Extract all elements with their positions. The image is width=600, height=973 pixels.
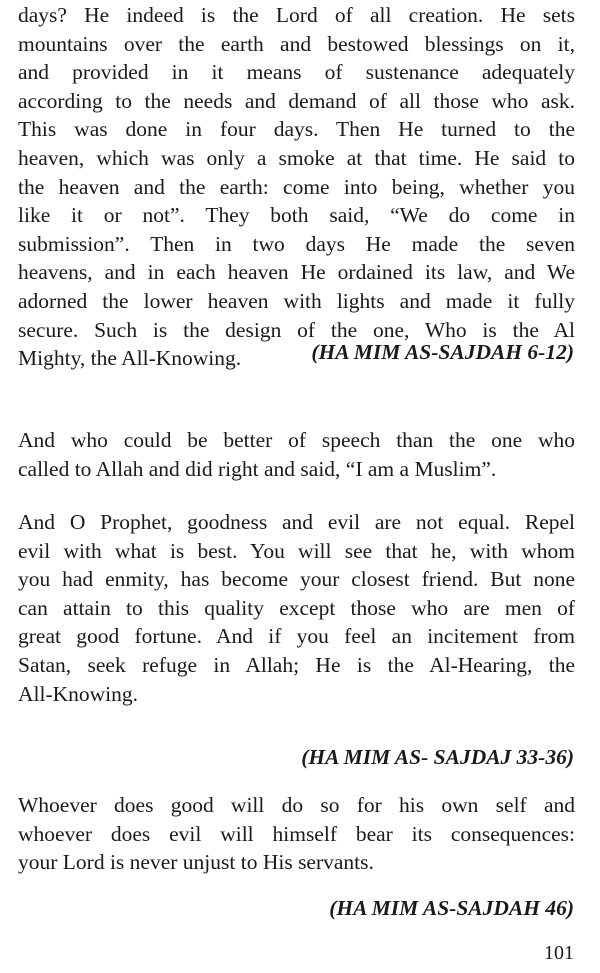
text-line: All-Knowing. bbox=[18, 681, 139, 706]
text-line: adorned the lower heaven with lights and made it fully bbox=[18, 288, 575, 313]
text-line: heaven, which was only a smoke at that time. He said to bbox=[18, 145, 575, 170]
text-line: Satan, seek refuge in Allah; He is the Al-Hearing, the bbox=[18, 652, 575, 677]
citation-1: (HA MIM AS-SAJDAH 6-12) bbox=[311, 340, 574, 364]
text-line: submission”. Then in two days He made the seven bbox=[18, 231, 575, 256]
citation-2: (HA MIM AS- SAJDAJ 33-36) bbox=[301, 745, 574, 769]
text-line: And who could be better of speech than the one who bbox=[18, 428, 575, 452]
text-line: Whoever does good will do so for his own self and bbox=[18, 793, 575, 817]
paragraph-2 bbox=[18, 426, 575, 483]
text-line: and provided in it means of sustenance adequately bbox=[18, 60, 575, 85]
text-line: according to the needs and demand of all those who ask. bbox=[18, 88, 575, 113]
text-line: your Lord is never unjust to His servants. bbox=[18, 850, 374, 875]
text-line: great good fortune. And if you feel an incitement from bbox=[18, 624, 575, 649]
text-line: evil with what is best. You will see that he, with whom bbox=[18, 538, 575, 563]
text-line: Mighty, the All-Knowing. bbox=[18, 346, 242, 371]
text-line: And O Prophet, goodness and evil are not equal. Repel bbox=[18, 510, 575, 534]
page-number: 101 bbox=[544, 942, 574, 964]
text-line: the heaven and the earth: come into being, whether you bbox=[18, 174, 575, 199]
citation-3: (HA MIM AS-SAJDAH 46) bbox=[329, 896, 574, 920]
paragraph-4 bbox=[18, 791, 575, 877]
text-line: you had enmity, has become your closest friend. But none bbox=[18, 567, 575, 592]
text-line: called to Allah and did right and said, “I am a Muslim”. bbox=[18, 456, 497, 481]
paragraph-3 bbox=[18, 508, 575, 708]
text-line: mountains over the earth and bestowed blessings on it, bbox=[18, 31, 575, 56]
text-line: days? He indeed is the Lord of all creation. He sets bbox=[18, 3, 575, 27]
text-line: like it or not”. They both said, “We do come in bbox=[18, 203, 575, 228]
text-line: secure. Such is the design of the one, Who is the Al bbox=[18, 317, 575, 342]
paragraph-1 bbox=[18, 1, 575, 373]
text-line: can attain to this quality except those who are men of bbox=[18, 595, 575, 620]
text-line: whoever does evil will himself bear its consequences: bbox=[18, 821, 575, 846]
text-line: heavens, and in each heaven He ordained its law, and We bbox=[18, 260, 575, 285]
text-line: This was done in four days. Then He turned to the bbox=[18, 117, 575, 142]
